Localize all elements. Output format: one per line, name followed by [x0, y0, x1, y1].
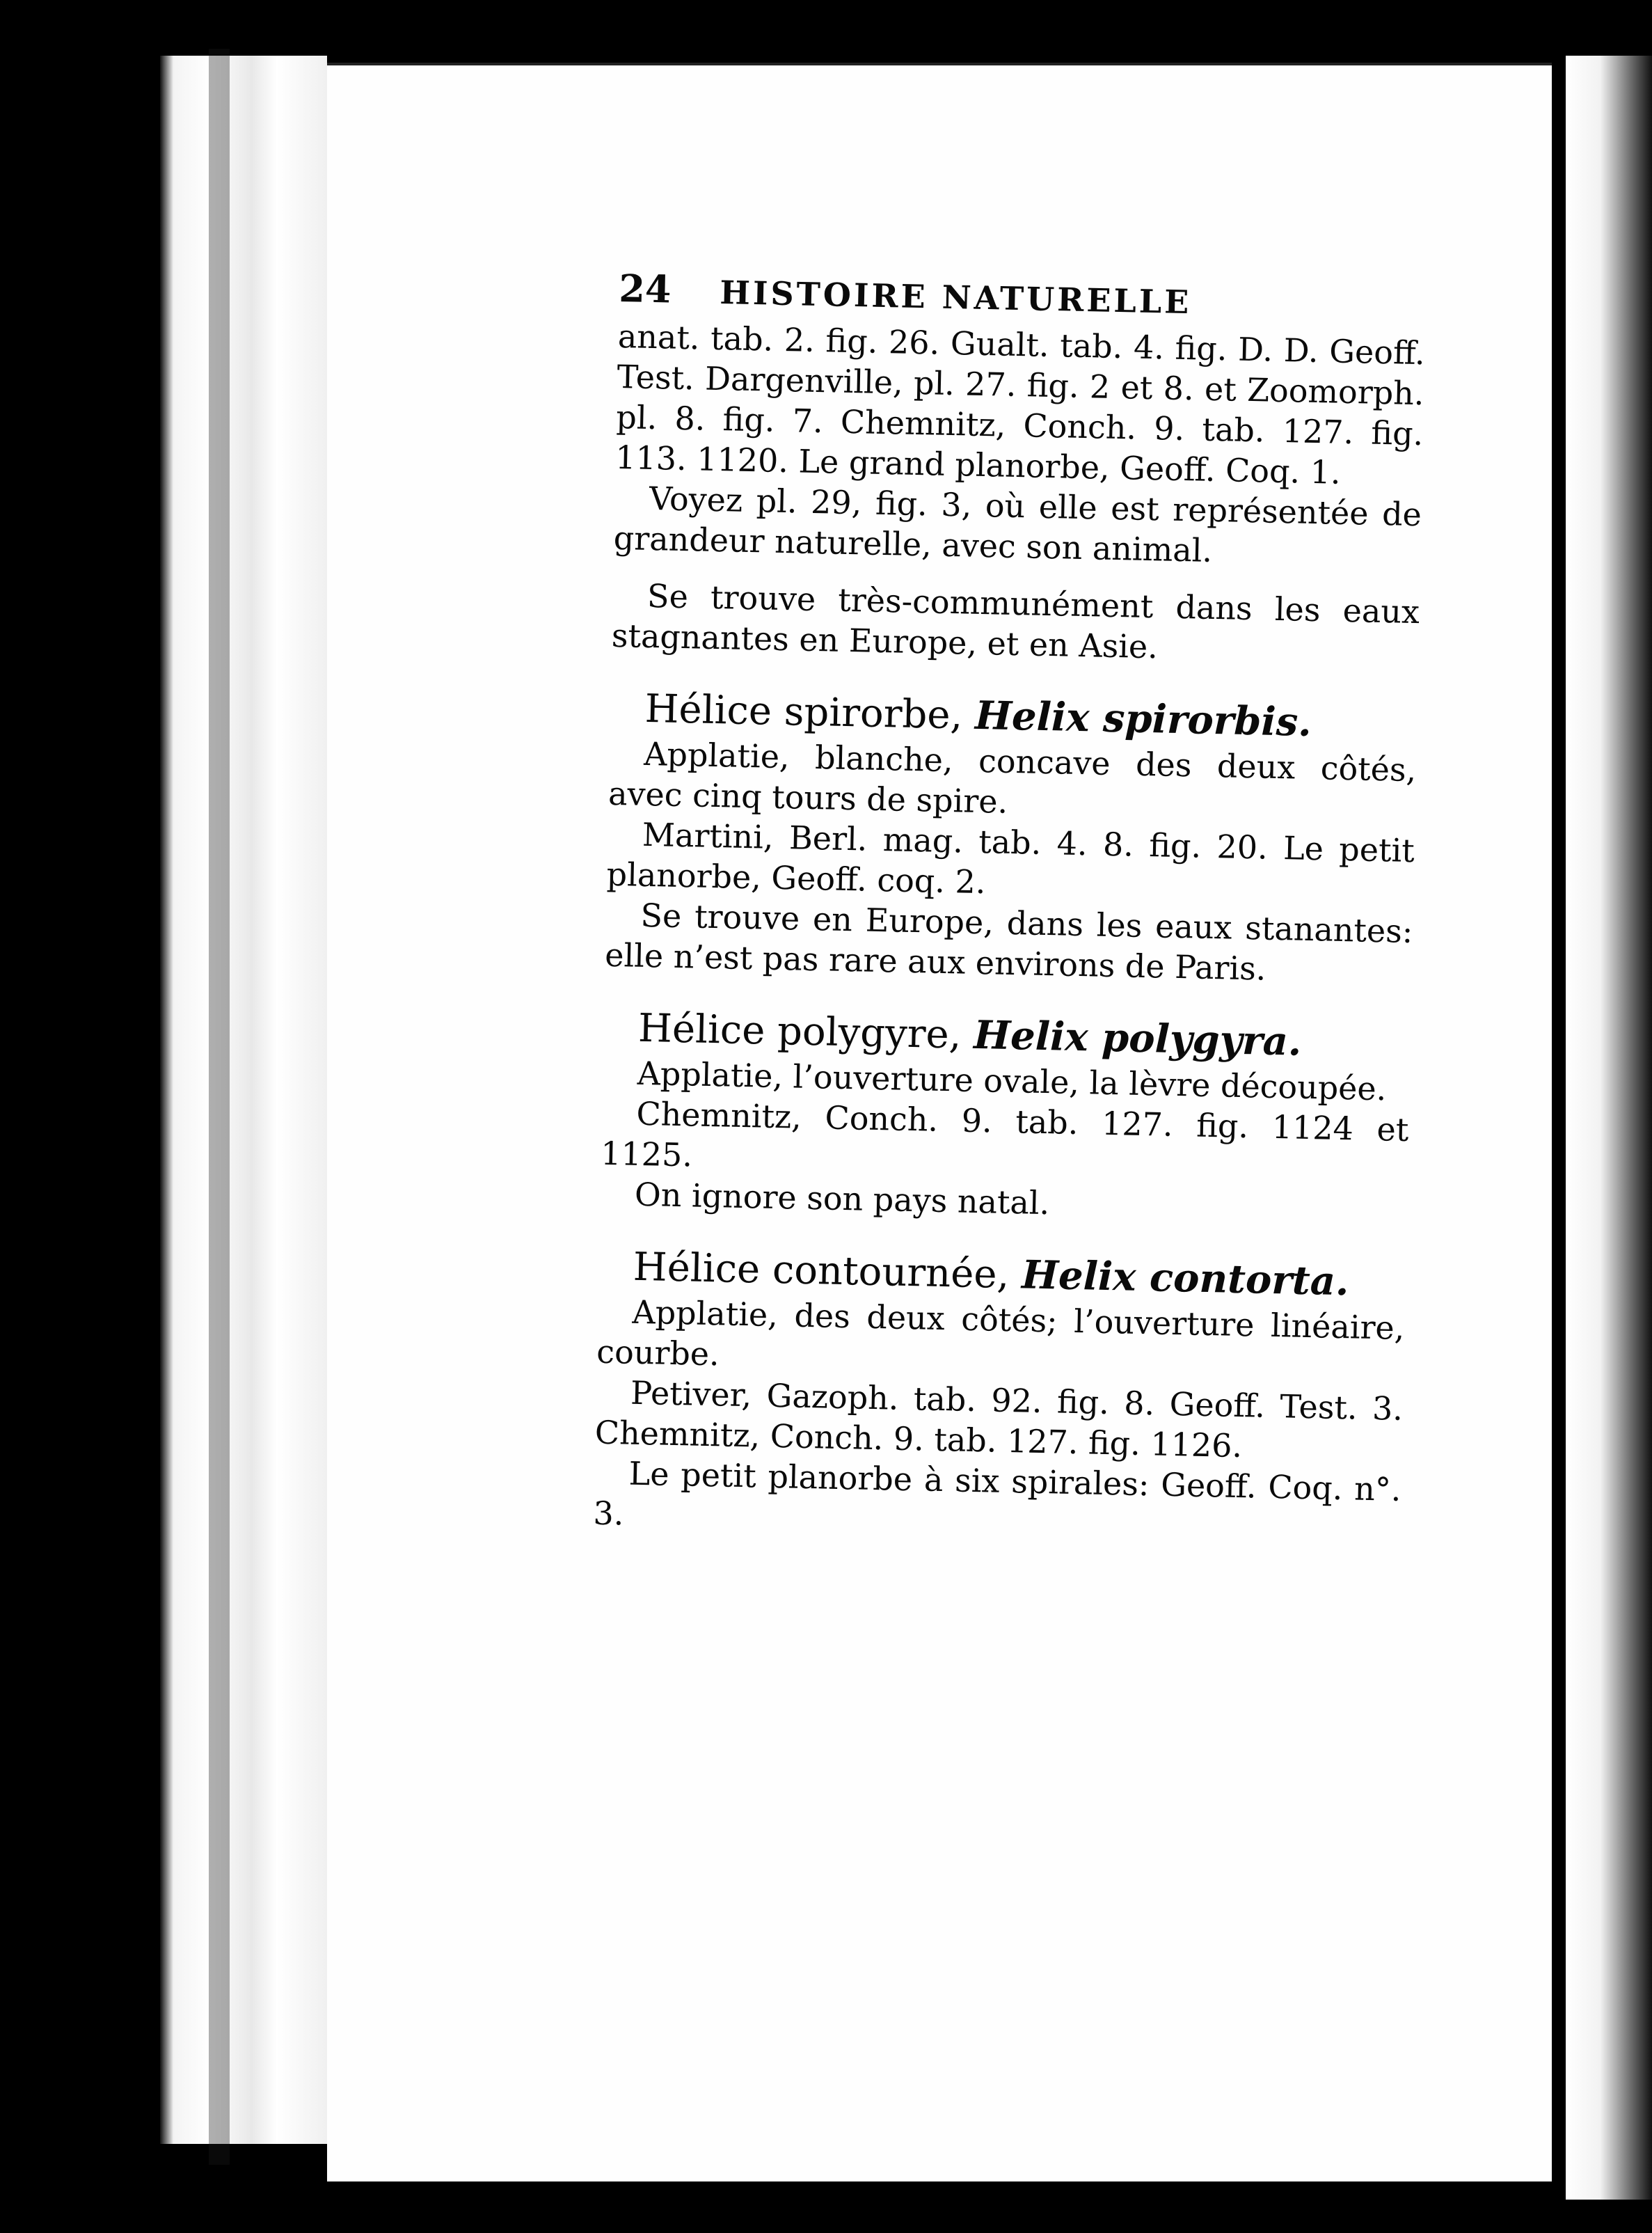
paragraph: Se trouve en Europe, dans les eaux stanantes: elle n’est pas rare aux environs de Paris. [604, 896, 1413, 988]
book-right-edge [1566, 56, 1652, 2200]
species-name: Hélice polygyre [637, 1005, 950, 1058]
species-heading: Hélice contournée, Helix contorta. [633, 1244, 1350, 1305]
paragraph: Chemnitz, Conch. 9. tab. 127. fig. 1124 et 1125. [600, 1094, 1409, 1174]
paragraph: Applatie, des deux côtés; l’ouverture linéaire, courbe. [596, 1293, 1405, 1373]
paragraph: Se trouve très-communément dans les eaux stagnantes en Europe, et en Asie. [611, 576, 1420, 666]
species-latin: Helix polygyra. [973, 1011, 1303, 1065]
paragraph: Voyez pl. 29, fig. 3, où elle est représentée de grandeur naturelle, avec son animal. [613, 479, 1422, 569]
species-heading: Hélice spirorbe, Helix spirorbis. [644, 686, 1312, 745]
paragraph: Petiver, Gazoph. tab. 92. fig. 8. Geoff. Test. 3. Chemnitz, Conch. 9. tab. 127. fig. 1126. [594, 1373, 1404, 1465]
page-content [593, 268, 1427, 1550]
paragraph: Applatie, l’ouverture ovale, la lèvre découpée. [637, 1054, 1387, 1108]
page-edge-shadow [209, 49, 230, 2165]
paragraph: Martini, Berl. mag. tab. 4. 8. fig. 20. Le petit planorbe, Geoff. coq. 2. [606, 815, 1415, 901]
paragraph: On ignore son pays natal. [634, 1175, 1050, 1222]
species-name: Hélice spirorbe [644, 686, 951, 739]
paragraph: Applatie, blanche, concave des deux côtés, avec cinq tours de spire. [607, 734, 1417, 821]
page-number: 24 [618, 266, 672, 312]
species-name: Hélice contournée [633, 1244, 998, 1297]
book-left-edge [160, 56, 327, 2144]
paragraph: anat. tab. 2. fig. 26. Gualt. tab. 4. fig. D. D. Geoff. Test. Dargenville, pl. 27. fig. 2 et 8. et Zoomorph. pl. 8. fig. 7. Chemnitz, Conch. 9. tab. 127. fig. 113. 1120. Le grand planorbe, Geoff. Coq. 1. [614, 317, 1426, 491]
species-latin: Helix contorta. [1021, 1252, 1350, 1305]
species-latin: Helix spirorbis. [974, 692, 1312, 745]
species-heading: Hélice polygyre, Helix polygyra. [637, 1005, 1303, 1065]
paragraph: Le petit planorbe à six spirales: Geoff. Coq. n°. 3. [592, 1454, 1402, 1533]
running-head: HISTOIRE NATURELLE [719, 274, 1192, 322]
